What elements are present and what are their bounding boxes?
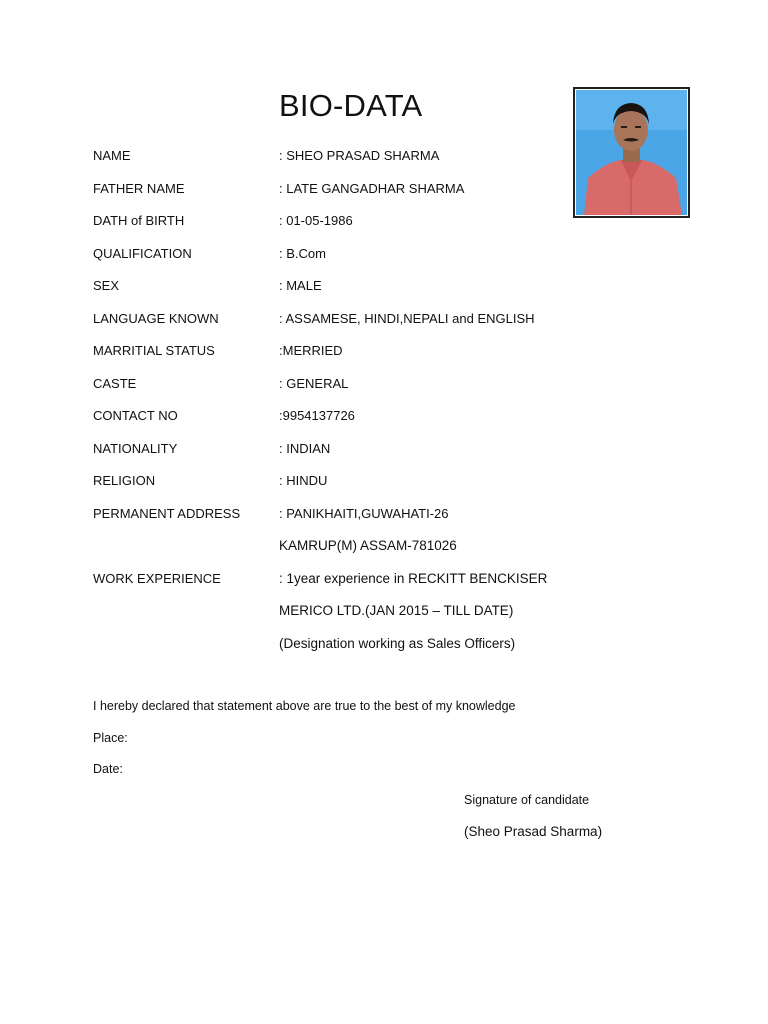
detail-label: SEX — [93, 278, 120, 293]
detail-row-nationality — [93, 439, 653, 472]
detail-label: CASTE — [93, 375, 137, 391]
detail-row-contact-no — [93, 406, 653, 439]
signature-label: Signature of candidate — [464, 793, 590, 807]
detail-row-work-experience-line-3 — [93, 634, 653, 667]
detail-value: :9954137726 — [279, 408, 355, 423]
signature-name: (Sheo Prasad Sharma) — [464, 824, 603, 839]
page-title: BIO-DATA — [279, 88, 423, 123]
detail-row-marital-status — [93, 341, 653, 374]
detail-label: RELIGION — [93, 473, 156, 488]
detail-label: PERMANENT ADDRESS — [93, 505, 241, 521]
detail-row-permanent-address — [93, 504, 653, 537]
detail-row-name — [93, 146, 653, 179]
detail-row-qualification — [93, 244, 653, 277]
detail-value: : B.Com — [279, 245, 326, 261]
detail-value: : 1year experience in RECKITT BENCKISER — [279, 570, 548, 586]
details-list — [93, 146, 653, 666]
detail-value: : LATE GANGADHAR SHARMA — [279, 180, 465, 196]
detail-label: NAME — [93, 148, 131, 163]
detail-value: KAMRUP(M) ASSAM-781026 — [279, 538, 457, 553]
detail-row-address-line-2 — [93, 536, 653, 569]
detail-label: FATHER NAME — [93, 180, 185, 196]
detail-row-religion — [93, 471, 653, 504]
detail-row-sex — [93, 276, 653, 309]
detail-value: MERICO LTD.(JAN 2015 – TILL DATE) — [279, 603, 514, 618]
detail-row-language-known — [93, 309, 653, 342]
detail-label: LANGUAGE KNOWN — [93, 310, 219, 326]
date-label: Date: — [93, 762, 123, 776]
detail-label: QUALIFICATION — [93, 245, 192, 261]
detail-value: (Designation working as Sales Officers) — [279, 635, 516, 651]
detail-value: : PANIKHAITI,GUWAHATI-26 — [279, 505, 449, 521]
detail-value: : INDIAN — [279, 440, 331, 456]
detail-label: WORK EXPERIENCE — [93, 570, 221, 586]
detail-value: : SHEO PRASAD SHARMA — [279, 148, 440, 163]
detail-label: CONTACT NO — [93, 408, 178, 423]
declaration-text: I hereby declared that statement above are true to the best of my knowledge — [93, 699, 516, 713]
detail-row-father-name — [93, 179, 653, 212]
place-label: Place: — [93, 731, 128, 745]
detail-row-work-experience — [93, 569, 653, 602]
detail-row-date-of-birth — [93, 211, 653, 244]
detail-label: NATIONALITY — [93, 440, 178, 456]
detail-value: : MALE — [279, 278, 322, 293]
detail-value: :MERRIED — [279, 343, 343, 358]
detail-label: MARRITIAL STATUS — [93, 343, 215, 358]
detail-row-work-experience-line-2 — [93, 601, 653, 634]
detail-value: : ASSAMESE, HINDI,NEPALI and ENGLISH — [279, 310, 535, 326]
detail-value: : HINDU — [279, 473, 328, 488]
detail-value: : GENERAL — [279, 375, 349, 391]
detail-value: : 01-05-1986 — [279, 213, 353, 228]
detail-row-caste — [93, 374, 653, 407]
detail-label: DATH of BIRTH — [93, 213, 185, 228]
